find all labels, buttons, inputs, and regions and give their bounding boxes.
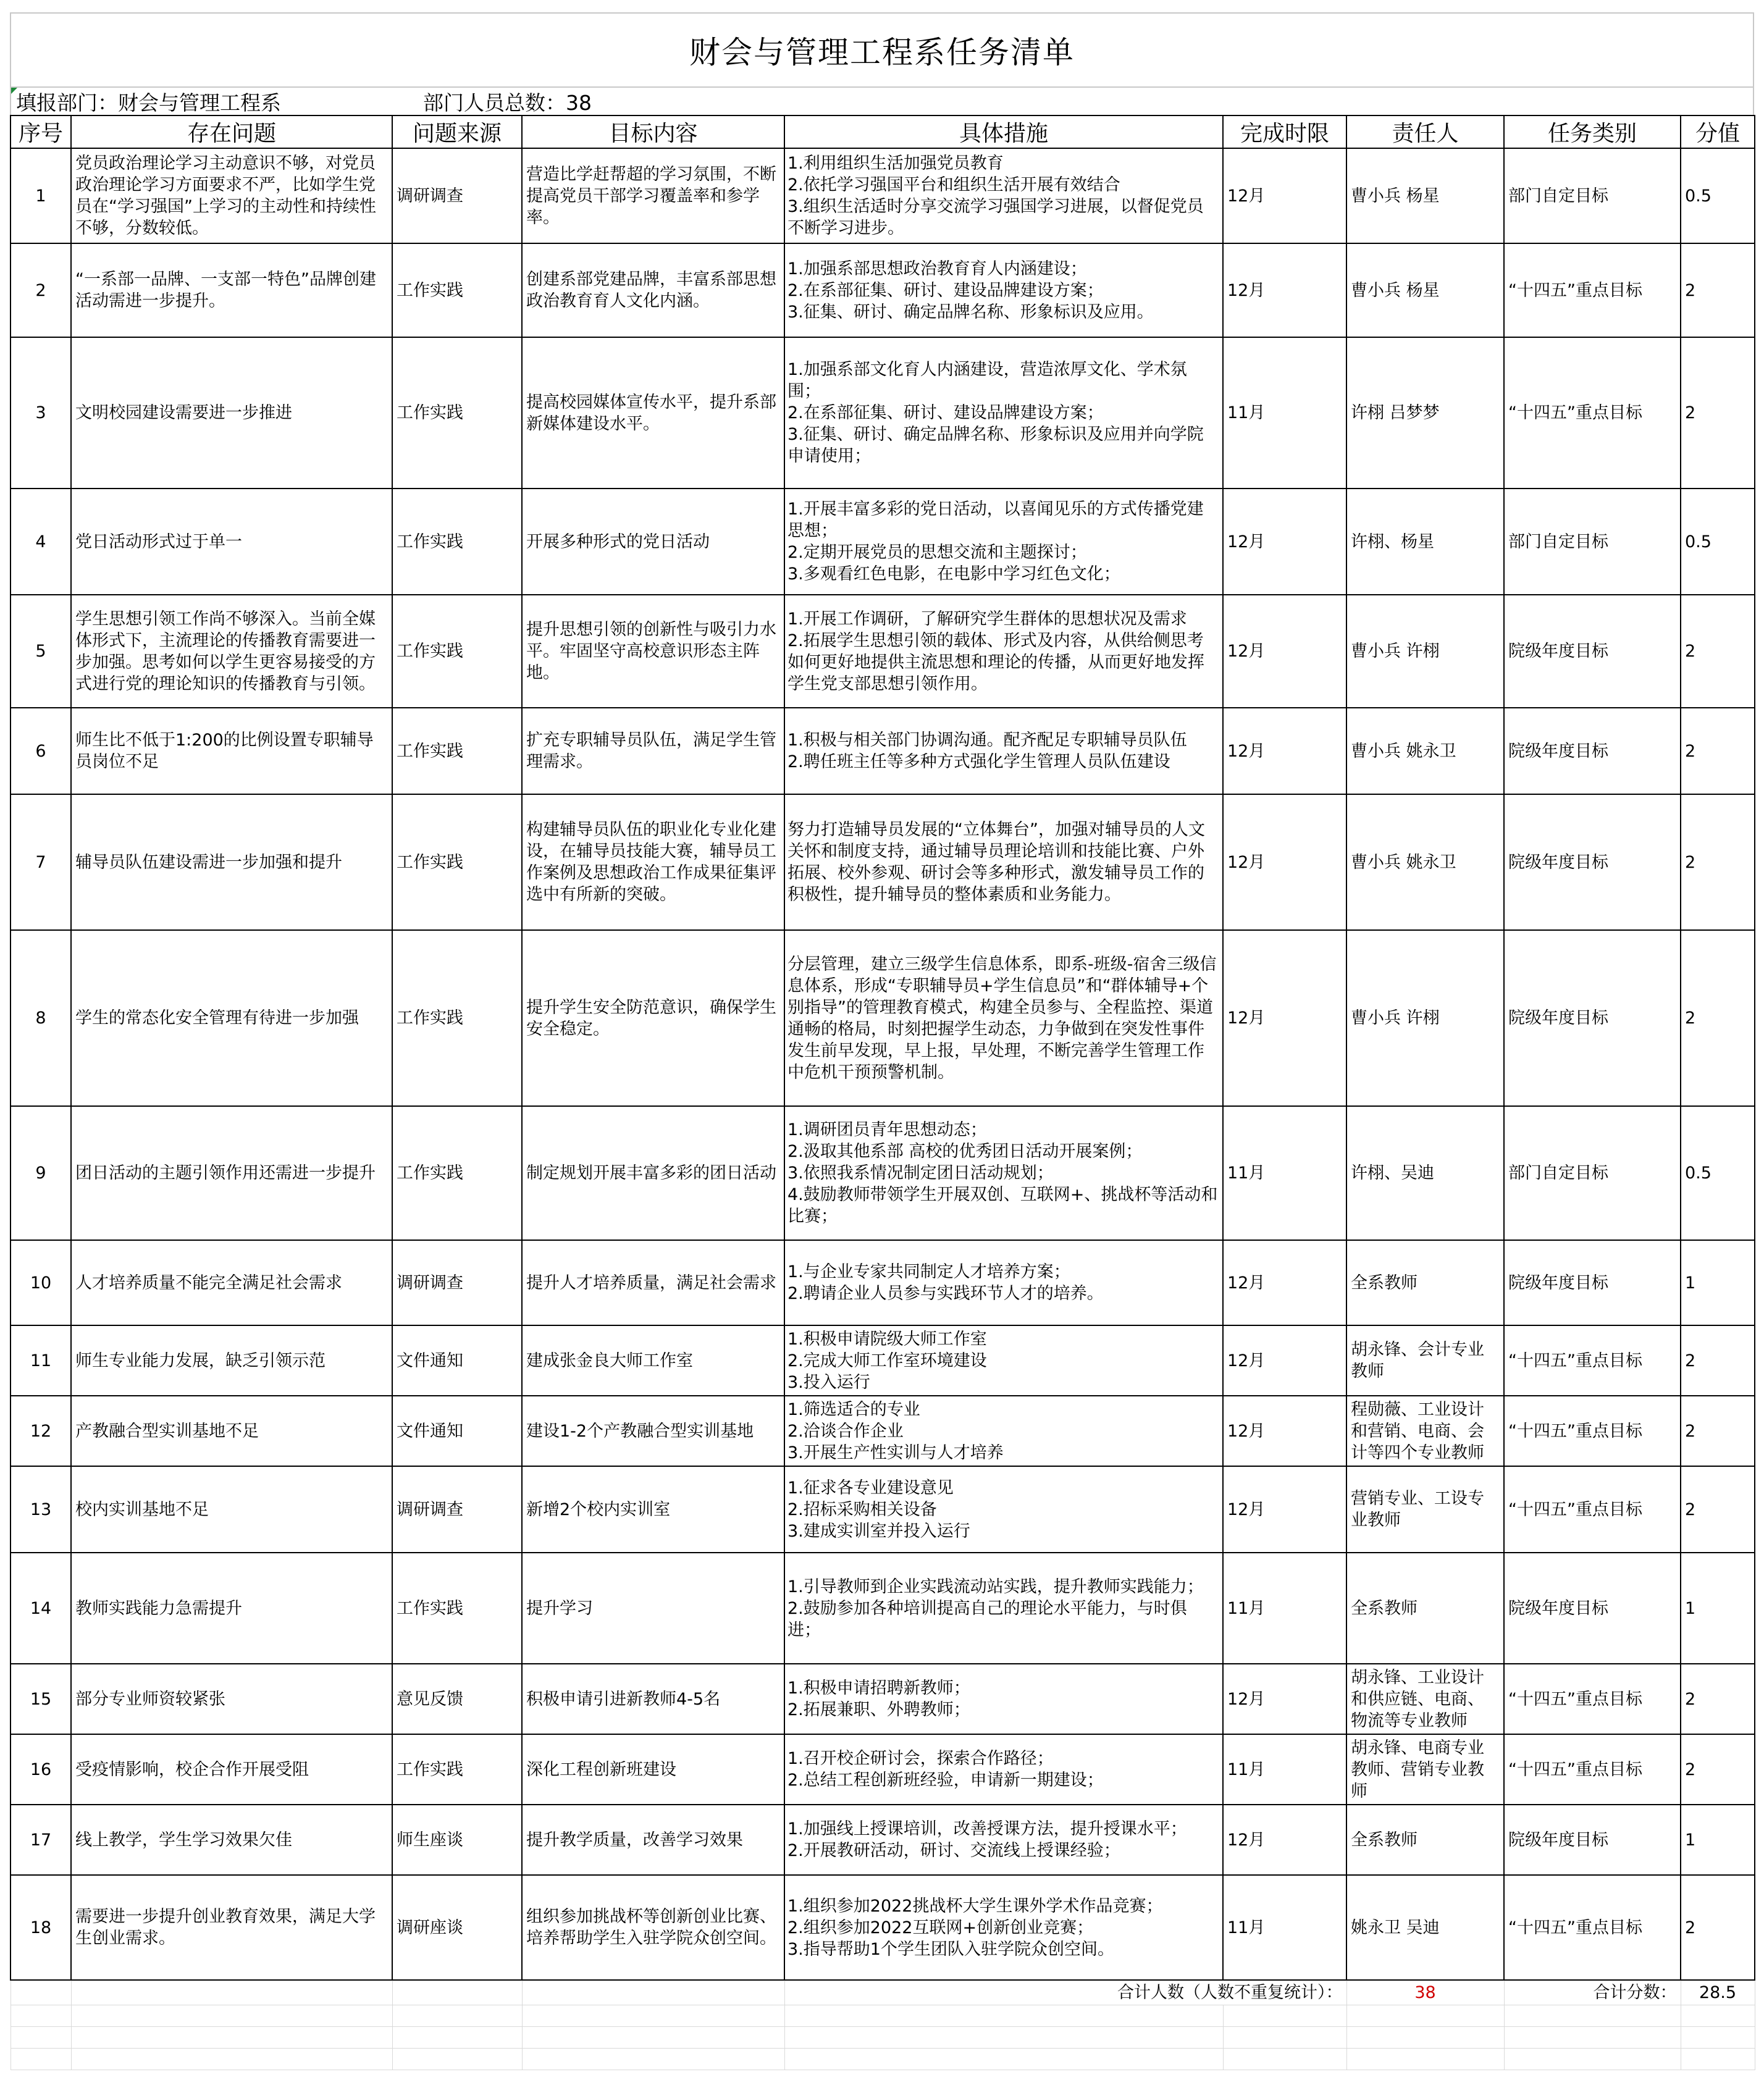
empty-row — [10, 2027, 1755, 2049]
empty-row — [10, 2049, 1755, 2070]
cell-target[interactable]: 提高校园媒体宣传水平，提升系部新媒体建设水平。 — [522, 337, 784, 489]
cell-source[interactable]: 工作实践 — [392, 1734, 522, 1805]
cell-owner[interactable]: 程勋薇、工业设计和营销、电商、会计等四个专业教师 — [1346, 1396, 1504, 1466]
cell-no[interactable]: 8 — [10, 930, 71, 1106]
header-measures[interactable]: 具体措施 — [784, 115, 1223, 148]
cell-owner[interactable]: 许栩 吕梦梦 — [1346, 337, 1504, 489]
cell-deadline[interactable]: 11月 — [1223, 1106, 1346, 1240]
cell-category[interactable]: 院级年度目标 — [1504, 1553, 1681, 1664]
empty-row — [10, 2005, 1755, 2027]
cell-deadline[interactable]: 11月 — [1223, 1875, 1346, 1980]
table-row — [10, 489, 1755, 595]
measure-line: 2.汲取其他系部 高校的优秀团日活动开展案例； — [788, 1142, 1143, 1161]
measure-line: 1.征求各专业建设意见 — [788, 1478, 954, 1498]
cell-score[interactable]: 2 — [1681, 708, 1755, 794]
cell-deadline[interactable]: 12月 — [1223, 1466, 1346, 1553]
cell-score[interactable]: 0.5 — [1681, 1106, 1755, 1240]
table-row — [10, 1396, 1755, 1466]
table-row — [10, 595, 1755, 708]
table-row — [10, 1106, 1755, 1240]
measure-line: 1.积极申请院级大师工作室 — [788, 1329, 987, 1349]
cell-score[interactable]: 2 — [1681, 930, 1755, 1106]
cell-owner[interactable]: 胡永锋、工业设计和供应链、电商、物流等专业教师 — [1346, 1664, 1504, 1734]
measure-line: 2.组织参加2022互联网+创新创业竞赛； — [788, 1918, 1094, 1937]
cell-deadline[interactable]: 12月 — [1223, 1325, 1346, 1396]
cell-source[interactable]: 文件通知 — [392, 1325, 522, 1396]
cell-score[interactable]: 1 — [1681, 1805, 1755, 1875]
cell-no[interactable]: 1 — [10, 148, 71, 243]
measure-line: 3.组织生活适时分享交流学习强国学习进展，以督促党员不断学习进步。 — [788, 197, 1204, 238]
cell-measures[interactable] — [784, 1240, 1223, 1325]
cell-problem[interactable]: 产教融合型实训基地不足 — [71, 1396, 392, 1466]
sheet-title: 财会与管理工程系任务清单 — [10, 12, 1754, 86]
cell-no[interactable]: 4 — [10, 489, 71, 595]
cell-source[interactable]: 调研调查 — [392, 1240, 522, 1325]
total-score-value[interactable]: 28.5 — [1681, 1980, 1755, 2005]
cell-category[interactable]: “十四五”重点目标 — [1504, 1734, 1681, 1805]
task-table — [10, 115, 1755, 2070]
cell-problem[interactable]: 校内实训基地不足 — [71, 1466, 392, 1553]
table-row — [10, 1734, 1755, 1805]
cell-score[interactable]: 2 — [1681, 1734, 1755, 1805]
cell-measures[interactable] — [784, 708, 1223, 794]
measure-line: 3.征集、研讨、确定品牌名称、形象标识及应用。 — [788, 302, 1154, 322]
header-no[interactable]: 序号 — [10, 115, 71, 148]
cell-category[interactable]: “十四五”重点目标 — [1504, 1396, 1681, 1466]
cell-problem[interactable]: 师生专业能力发展，缺乏引领示范 — [71, 1325, 392, 1396]
cell-measures[interactable] — [784, 1396, 1223, 1466]
cell-problem[interactable]: 需要进一步提升创业教育效果，满足大学生创业需求。 — [71, 1875, 392, 1980]
cell-target[interactable]: 制定规划开展丰富多彩的团日活动 — [522, 1106, 784, 1240]
cell-target[interactable]: 创建系部党建品牌，丰富系部思想政治教育育人文化内涵。 — [522, 243, 784, 337]
cell-no[interactable]: 10 — [10, 1240, 71, 1325]
measure-line: 1.召开校企研讨会，探索合作路径； — [788, 1749, 1054, 1768]
cell-problem[interactable]: 线上教学，学生学习效果欠佳 — [71, 1805, 392, 1875]
cell-owner[interactable]: 曹小兵 许栩 — [1346, 595, 1504, 708]
measure-line: 2.洽谈合作企业 — [788, 1421, 904, 1441]
cell-category[interactable]: 院级年度目标 — [1504, 930, 1681, 1106]
measure-line: 4.鼓励教师带领学生开展双创、互联网+、挑战杯等活动和比赛； — [788, 1185, 1218, 1226]
cell-score[interactable]: 0.5 — [1681, 489, 1755, 595]
count-label: 部门人员总数：38 — [423, 90, 592, 115]
cell-target[interactable]: 扩充专职辅导员队伍，满足学生管理需求。 — [522, 708, 784, 794]
cell-problem[interactable]: 部分专业师资较紧张 — [71, 1664, 392, 1734]
cell-score[interactable]: 2 — [1681, 1396, 1755, 1466]
cell-source[interactable]: 调研调查 — [392, 1466, 522, 1553]
table-row — [10, 930, 1755, 1106]
cell-deadline[interactable]: 12月 — [1223, 489, 1346, 595]
cell-source[interactable]: 工作实践 — [392, 595, 522, 708]
measure-line: 1.加强系部文化育人内涵建设，营造浓厚文化、学术氛围； — [788, 360, 1187, 401]
measure-line: 2.定期开展党员的思想交流和主题探讨； — [788, 543, 1087, 562]
cell-measures[interactable] — [784, 1466, 1223, 1553]
cell-target[interactable]: 提升学习 — [522, 1553, 784, 1664]
cell-measures[interactable] — [784, 1805, 1223, 1875]
measure-line: 3.指导帮助1个学生团队入驻学院众创空间。 — [788, 1939, 1114, 1959]
cell-score[interactable]: 2 — [1681, 337, 1755, 489]
cell-problem[interactable]: 辅导员队伍建设需进一步加强和提升 — [71, 794, 392, 930]
table-body — [10, 148, 1755, 1980]
header-row — [10, 115, 1755, 148]
table-row — [10, 1553, 1755, 1664]
cell-problem[interactable]: 党员政治理论学习主动意识不够，对党员政治理论学习方面要求不严，比如学生党员在“学习强国”上学习的主动性和持续性不够，分数较低。 — [71, 148, 392, 243]
cell-category[interactable]: “十四五”重点目标 — [1504, 337, 1681, 489]
cell-category[interactable]: 部门自定目标 — [1504, 148, 1681, 243]
cell-no[interactable]: 14 — [10, 1553, 71, 1664]
cell-score[interactable]: 2 — [1681, 1875, 1755, 1980]
measure-line: 2.总结工程创新班经验，申请新一期建设； — [788, 1771, 1104, 1790]
info-row — [10, 86, 1754, 115]
measure-line: 1.开展工作调研，了解研究学生群体的思想状况及需求 — [788, 609, 1187, 629]
table-row — [10, 243, 1755, 337]
cell-measures[interactable] — [784, 148, 1223, 243]
cell-target[interactable]: 提升学生安全防范意识，确保学生安全稳定。 — [522, 930, 784, 1106]
table-row — [10, 794, 1755, 930]
measure-line: 3.开展生产性实训与人才培养 — [788, 1443, 1004, 1462]
cell-target[interactable]: 营造比学赶帮超的学习氛围，不断提高党员干部学习覆盖率和参学率。 — [522, 148, 784, 243]
cell-target[interactable]: 构建辅导员队伍的职业化专业化建设，在辅导员技能大赛，辅导员工作案例及思想政治工作成果征集评选中有所新的突破。 — [522, 794, 784, 930]
table-row — [10, 1325, 1755, 1396]
cell-source[interactable]: 工作实践 — [392, 243, 522, 337]
cell-measures[interactable] — [784, 1325, 1223, 1396]
cell-category[interactable]: “十四五”重点目标 — [1504, 1325, 1681, 1396]
cell-target[interactable]: 组织参加挑战杯等创新创业比赛、培养帮助学生入驻学院众创空间。 — [522, 1875, 784, 1980]
cell-category[interactable]: 部门自定目标 — [1504, 489, 1681, 595]
cell-owner[interactable]: 胡永锋、电商专业教师、营销专业教师 — [1346, 1734, 1504, 1805]
header-target[interactable]: 目标内容 — [522, 115, 784, 148]
cell-deadline[interactable]: 12月 — [1223, 1805, 1346, 1875]
cell-target[interactable]: 提升教学质量，改善学习效果 — [522, 1805, 784, 1875]
measure-line: 2.聘请企业人员参与实践环节人才的培养。 — [788, 1284, 1104, 1303]
header-deadline[interactable]: 完成时限 — [1223, 115, 1346, 148]
measure-line: 2.鼓励参加各种培训提高自己的理论水平能力，与时俱进； — [788, 1598, 1187, 1640]
cell-target[interactable]: 提升思想引领的创新性与吸引力水平。牢固坚守高校意识形态主阵地。 — [522, 595, 784, 708]
measure-line: 1.筛选适合的专业 — [788, 1399, 920, 1419]
measure-line: 1.开展丰富多彩的党日活动，以喜闻见乐的方式传播党建思想； — [788, 500, 1204, 540]
cell-measures[interactable] — [784, 1106, 1223, 1240]
cell-no[interactable]: 15 — [10, 1664, 71, 1734]
cell-owner[interactable]: 胡永锋、会计专业教师 — [1346, 1325, 1504, 1396]
measure-line: 1.引导教师到企业实践流动站实践，提升教师实践能力； — [788, 1577, 1204, 1596]
measure-line: 1.加强线上授课培训，改善授课方法，提升授课水平； — [788, 1819, 1187, 1839]
measure-line: 2.聘任班主任等多种方式强化学生管理人员队伍建设 — [788, 752, 1170, 771]
header-problem[interactable]: 存在问题 — [71, 115, 392, 148]
cell-measures[interactable] — [784, 1875, 1223, 1980]
cell-target[interactable]: 新增2个校内实训室 — [522, 1466, 784, 1553]
cell-category[interactable]: 院级年度目标 — [1504, 708, 1681, 794]
cell-source[interactable]: 工作实践 — [392, 489, 522, 595]
table-row — [10, 708, 1755, 794]
cell-source[interactable]: 工作实践 — [392, 1106, 522, 1240]
header-score[interactable]: 分值 — [1681, 115, 1755, 148]
cell-score[interactable]: 2 — [1681, 794, 1755, 930]
cell-target[interactable]: 开展多种形式的党日活动 — [522, 489, 784, 595]
cell-source[interactable]: 工作实践 — [392, 930, 522, 1106]
header-category[interactable]: 任务类别 — [1504, 115, 1681, 148]
table-row — [10, 148, 1755, 243]
cell-owner[interactable]: 营销专业、工设专业教师 — [1346, 1466, 1504, 1553]
measure-line: 2.在系部征集、研讨、建设品牌建设方案； — [788, 280, 1104, 300]
table-row — [10, 337, 1755, 489]
cell-source[interactable]: 工作实践 — [392, 1553, 522, 1664]
cell-measures[interactable] — [784, 930, 1223, 1106]
cell-measures[interactable] — [784, 337, 1223, 489]
cell-target[interactable]: 提升人才培养质量，满足社会需求 — [522, 1240, 784, 1325]
measure-line: 2.拓展学生思想引领的载体、形式及内容，从供给侧思考如何更好地提供主流思想和理论的传播，从而更好地发挥学生党支部思想引领作用。 — [788, 631, 1204, 694]
cell-deadline[interactable]: 12月 — [1223, 243, 1346, 337]
cell-no[interactable]: 6 — [10, 708, 71, 794]
table-row — [10, 1240, 1755, 1325]
cell-owner[interactable]: 曹小兵 姚永卫 — [1346, 708, 1504, 794]
measure-line: 3.建成实训室并投入运行 — [788, 1521, 970, 1541]
cell-target[interactable]: 建设1-2个产教融合型实训基地 — [522, 1396, 784, 1466]
cell-category[interactable]: “十四五”重点目标 — [1504, 243, 1681, 337]
cell-score[interactable]: 1 — [1681, 1553, 1755, 1664]
cell-problem[interactable]: 教师实践能力急需提升 — [71, 1553, 392, 1664]
cell-problem[interactable]: 师生比不低于1:200的比例设置专职辅导员岗位不足 — [71, 708, 392, 794]
measure-line: 1.调研团员青年思想动态； — [788, 1120, 987, 1139]
cell-category[interactable]: 院级年度目标 — [1504, 1240, 1681, 1325]
cell-score[interactable]: 2 — [1681, 1664, 1755, 1734]
cell-owner[interactable]: 曹小兵 姚永卫 — [1346, 794, 1504, 930]
cell-source[interactable]: 工作实践 — [392, 708, 522, 794]
measure-line: 2.招标采购相关设备 — [788, 1500, 937, 1519]
table-row — [10, 1466, 1755, 1553]
measure-line: 1.与企业专家共同制定人才培养方案； — [788, 1262, 1070, 1282]
cell-measures[interactable] — [784, 1734, 1223, 1805]
table-row — [10, 1805, 1755, 1875]
cell-category[interactable]: “十四五”重点目标 — [1504, 1466, 1681, 1553]
cell-no[interactable]: 17 — [10, 1805, 71, 1875]
cell-deadline[interactable]: 12月 — [1223, 708, 1346, 794]
task-sheet — [10, 12, 1754, 2070]
cell-measures[interactable] — [784, 1664, 1223, 1734]
measure-line: 3.征集、研讨、确定品牌名称、形象标识及应用并向学院申请使用； — [788, 425, 1204, 466]
measure-line: 1.利用组织生活加强党员教育 — [788, 154, 1004, 173]
cell-no[interactable]: 7 — [10, 794, 71, 930]
cell-no[interactable]: 16 — [10, 1734, 71, 1805]
cell-deadline[interactable]: 11月 — [1223, 1734, 1346, 1805]
cell-target[interactable]: 建成张金良大师工作室 — [522, 1325, 784, 1396]
cell-problem[interactable]: 学生思想引领工作尚不够深入。当前全媒体形式下，主流理论的传播教育需要进一步加强。思考如何以学生更容易接受的方式进行党的理论知识的传播教育与引领。 — [71, 595, 392, 708]
cell-measures[interactable] — [784, 1553, 1223, 1664]
header-owner[interactable]: 责任人 — [1346, 115, 1504, 148]
cell-score[interactable]: 2 — [1681, 243, 1755, 337]
cell-measures[interactable] — [784, 595, 1223, 708]
cell-source[interactable]: 工作实践 — [392, 794, 522, 930]
measure-line: 2.完成大师工作室环境建设 — [788, 1351, 987, 1370]
dept-label: 填报部门：财会与管理工程系 — [16, 90, 281, 115]
measure-line: 1.积极与相关部门协调沟通。配齐配足专职辅导员队伍 — [788, 731, 1187, 750]
cell-deadline[interactable]: 12月 — [1223, 1240, 1346, 1325]
cell-deadline[interactable]: 12月 — [1223, 794, 1346, 930]
cell-problem[interactable]: 团日活动的主题引领作用还需进一步提升 — [71, 1106, 392, 1240]
measure-line: 分层管理，建立三级学生信息体系，即系-班级-宿舍三级信息体系，形成“专职辅导员+学生信息员”和“群体辅导+个别指导”的管理教育模式，构建全员参与、全程监控、渠道通畅的格局，时刻把握学生动态，力争做到在突发性事件发生前早发现，早上报，早处理，不断完善学生管理工作中危机干预预警机制。 — [788, 954, 1217, 1082]
cell-source[interactable]: 意见反馈 — [392, 1664, 522, 1734]
table-row — [10, 1664, 1755, 1734]
cell-category[interactable]: 院级年度目标 — [1504, 1805, 1681, 1875]
cell-owner[interactable]: 曹小兵 许栩 — [1346, 930, 1504, 1106]
cell-problem[interactable]: 受疫情影响，校企合作开展受阻 — [71, 1734, 392, 1805]
cell-score[interactable]: 0.5 — [1681, 148, 1755, 243]
cell-owner[interactable]: 全系教师 — [1346, 1240, 1504, 1325]
measure-line: 2.在系部征集、研讨、建设品牌建设方案； — [788, 403, 1104, 422]
measure-line: 2.依托学习强国平台和组织生活开展有效结合 — [788, 175, 1120, 195]
cell-score[interactable]: 2 — [1681, 1325, 1755, 1396]
measure-line: 2.拓展兼职、外聘教师； — [788, 1700, 970, 1719]
cell-source[interactable]: 调研座谈 — [392, 1875, 522, 1980]
measure-line: 1.积极申请招聘新教师； — [788, 1679, 970, 1698]
cell-score[interactable]: 1 — [1681, 1240, 1755, 1325]
cell-no[interactable]: 18 — [10, 1875, 71, 1980]
cell-problem[interactable]: “一系部一品牌、一支部一特色”品牌创建活动需进一步提升。 — [71, 243, 392, 337]
cell-owner[interactable]: 全系教师 — [1346, 1553, 1504, 1664]
measure-line: 2.开展教研活动，研讨、交流线上授课经验； — [788, 1841, 1120, 1860]
cell-no[interactable]: 12 — [10, 1396, 71, 1466]
cell-owner[interactable]: 曹小兵 杨星 — [1346, 148, 1504, 243]
cell-measures[interactable] — [784, 489, 1223, 595]
cell-deadline[interactable]: 12月 — [1223, 1396, 1346, 1466]
header-source[interactable]: 问题来源 — [392, 115, 522, 148]
cell-deadline[interactable]: 12月 — [1223, 1664, 1346, 1734]
cell-source[interactable]: 师生座谈 — [392, 1805, 522, 1875]
cell-deadline[interactable]: 11月 — [1223, 1553, 1346, 1664]
cell-deadline[interactable]: 12月 — [1223, 148, 1346, 243]
cell-score[interactable]: 2 — [1681, 1466, 1755, 1553]
cell-problem[interactable]: 党日活动形式过于单一 — [71, 489, 392, 595]
cell-measures[interactable] — [784, 243, 1223, 337]
total-score-label[interactable]: 合计分数： — [1504, 1980, 1681, 2005]
cell-problem[interactable]: 人才培养质量不能完全满足社会需求 — [71, 1240, 392, 1325]
cell-category[interactable]: 院级年度目标 — [1504, 794, 1681, 930]
measure-line: 3.投入运行 — [788, 1372, 870, 1392]
measure-line: 努力打造辅导员发展的“立体舞台”，加强对辅导员的人文关怀和制度支持，通过辅导员理论培训和技能比赛、户外拓展、校外参观、研讨会等多种形式，激发辅导员工作的积极性，提升辅导员的整体素质和业务能力。 — [788, 820, 1205, 904]
cell-owner[interactable]: 姚永卫 吴迪 — [1346, 1875, 1504, 1980]
cell-owner[interactable]: 许栩、杨星 — [1346, 489, 1504, 595]
cell-indicator-icon — [11, 88, 17, 94]
cell-score[interactable]: 2 — [1681, 595, 1755, 708]
measure-line: 1.加强系部思想政治教育育人内涵建设； — [788, 259, 1087, 279]
cell-deadline[interactable]: 12月 — [1223, 930, 1346, 1106]
cell-category[interactable]: “十四五”重点目标 — [1504, 1875, 1681, 1980]
cell-owner[interactable]: 曹小兵 杨星 — [1346, 243, 1504, 337]
cell-category[interactable]: “十四五”重点目标 — [1504, 1664, 1681, 1734]
cell-deadline[interactable]: 12月 — [1223, 595, 1346, 708]
measure-line: 1.组织参加2022挑战杯大学生课外学术作品竞赛； — [788, 1896, 1163, 1916]
cell-owner[interactable]: 全系教师 — [1346, 1805, 1504, 1875]
cell-target[interactable]: 深化工程创新班建设 — [522, 1734, 784, 1805]
cell-problem[interactable]: 文明校园建设需要进一步推进 — [71, 337, 392, 489]
cell-no[interactable]: 13 — [10, 1466, 71, 1553]
cell-owner[interactable]: 许栩、吴迪 — [1346, 1106, 1504, 1240]
cell-target[interactable]: 积极申请引进新教师4-5名 — [522, 1664, 784, 1734]
total-people-value[interactable]: 38 — [1346, 1980, 1504, 2005]
cell-category[interactable]: 院级年度目标 — [1504, 595, 1681, 708]
cell-no[interactable]: 2 — [10, 243, 71, 337]
measure-line: 3.依照我系情况制定团日活动规划； — [788, 1164, 1054, 1183]
cell-no[interactable]: 11 — [10, 1325, 71, 1396]
cell-category[interactable]: 部门自定目标 — [1504, 1106, 1681, 1240]
totals-row — [10, 1980, 1755, 2005]
total-people-label[interactable]: 合计人数（人数不重复统计）： — [784, 1980, 1346, 2005]
table-row — [10, 1875, 1755, 1980]
cell-no[interactable]: 9 — [10, 1106, 71, 1240]
cell-no[interactable]: 3 — [10, 337, 71, 489]
cell-deadline[interactable]: 11月 — [1223, 337, 1346, 489]
cell-source[interactable]: 工作实践 — [392, 337, 522, 489]
cell-no[interactable]: 5 — [10, 595, 71, 708]
measure-line: 3.多观看红色电影，在电影中学习红色文化； — [788, 564, 1120, 584]
cell-measures[interactable] — [784, 794, 1223, 930]
cell-source[interactable]: 调研调查 — [392, 148, 522, 243]
cell-source[interactable]: 文件通知 — [392, 1396, 522, 1466]
cell-problem[interactable]: 学生的常态化安全管理有待进一步加强 — [71, 930, 392, 1106]
